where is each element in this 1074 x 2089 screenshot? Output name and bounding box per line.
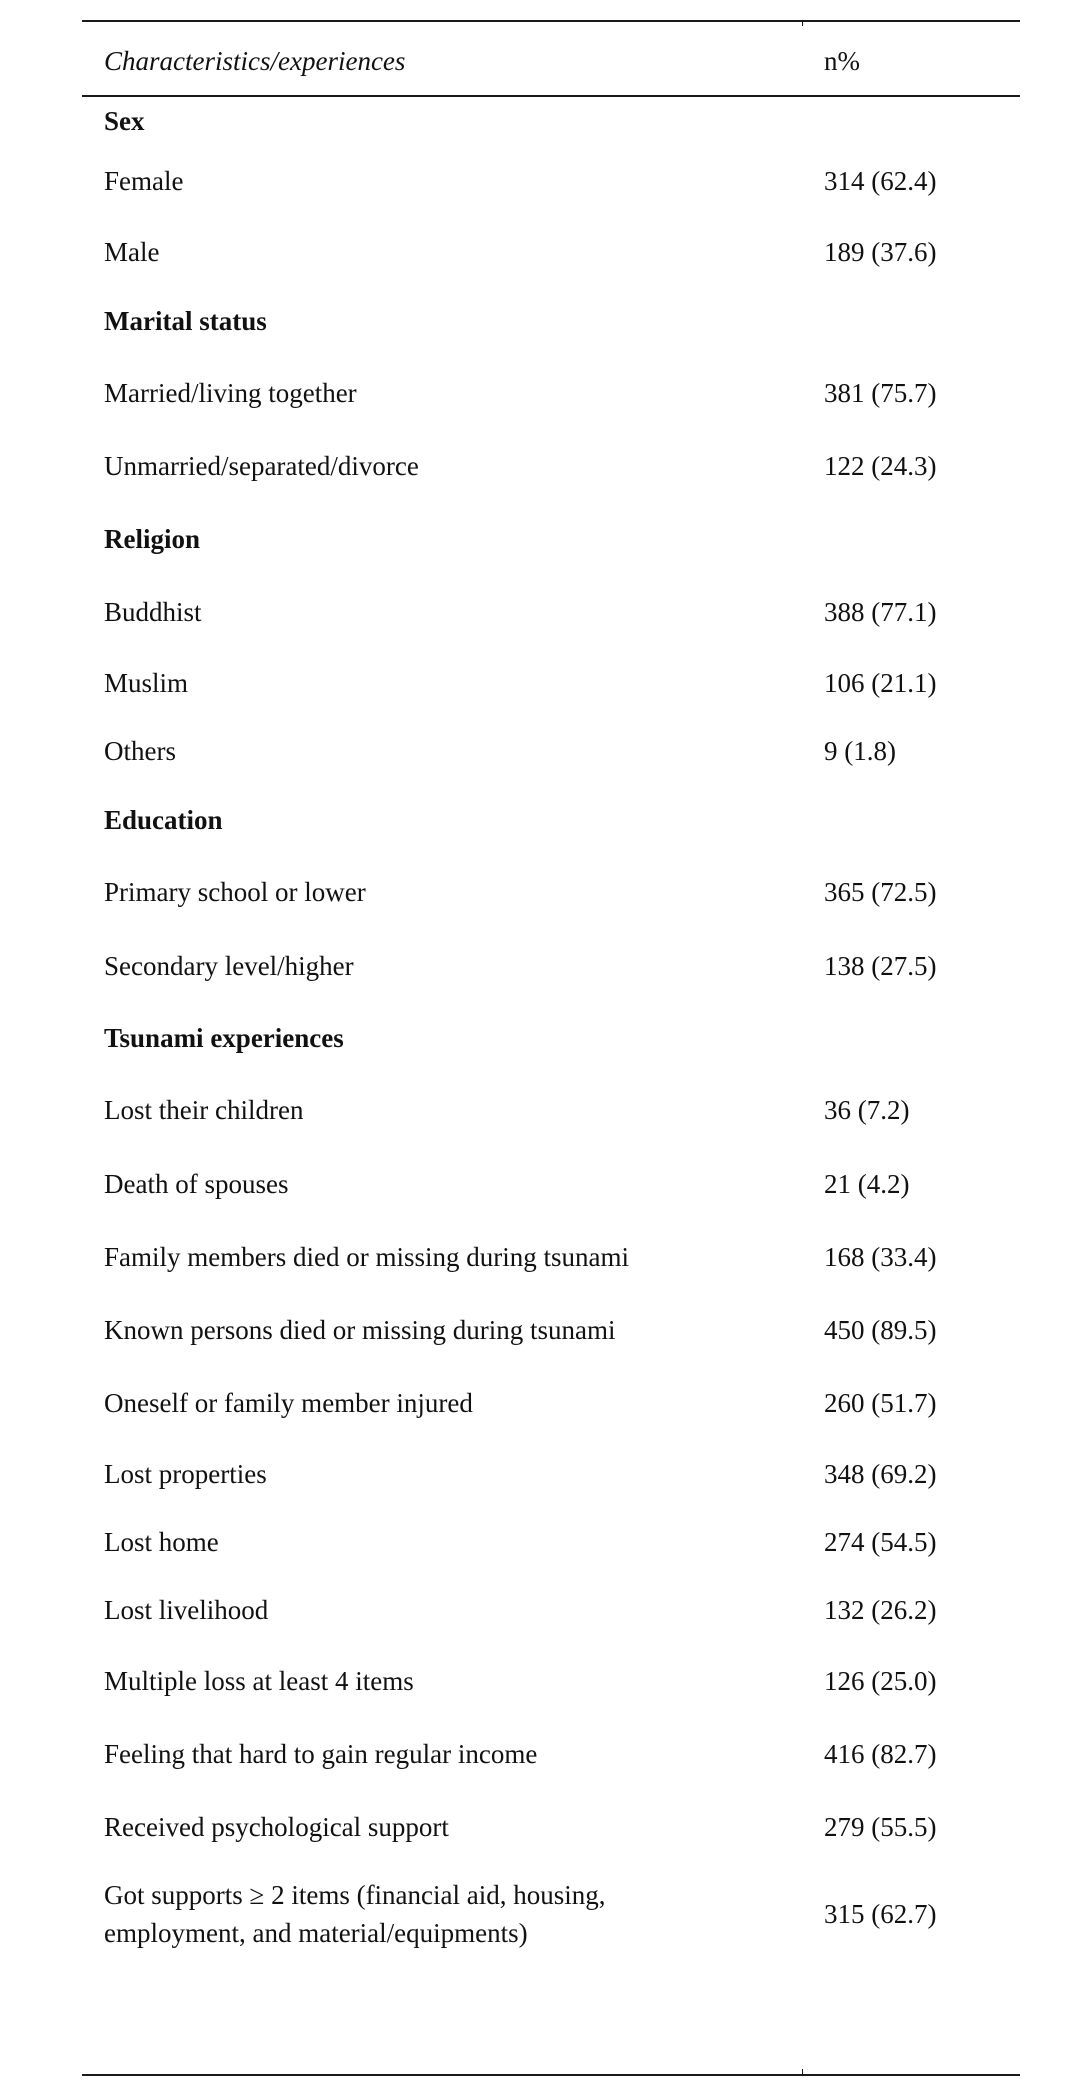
row-value: 132 (26.2) — [824, 1594, 937, 1625]
row-label: Others — [104, 735, 176, 766]
row-value: 138 (27.5) — [824, 950, 937, 981]
table-row — [82, 357, 1020, 430]
row-label: Lost their children — [104, 1095, 304, 1125]
row-label: Muslim — [104, 667, 189, 698]
table-row — [82, 1718, 1020, 1791]
row-label: Lost livelihood — [104, 1594, 269, 1625]
header-n-percent: n% — [824, 46, 860, 76]
table-row — [82, 856, 1020, 929]
row-value: 168 (33.4) — [824, 1241, 937, 1272]
row-value: 450 (89.5) — [824, 1314, 937, 1345]
table-row — [82, 1221, 1020, 1293]
row-value: 9 (1.8) — [824, 735, 896, 766]
table-row — [82, 1440, 1020, 1508]
table-row — [82, 1074, 1020, 1147]
section-row — [82, 97, 1020, 145]
table-row — [82, 1864, 1020, 1964]
row-label: Female — [104, 166, 184, 196]
table-row — [82, 1791, 1020, 1864]
table-row — [82, 1508, 1020, 1576]
section-label: Marital status — [104, 306, 267, 336]
row-label: Multiple loss at least 4 items — [104, 1665, 414, 1696]
table-row — [82, 145, 1020, 218]
row-value: 365 (72.5) — [824, 877, 937, 907]
row-label: Lost properties — [104, 1458, 267, 1489]
table-row — [82, 218, 1020, 286]
row-label: Unmarried/separated/divorce — [104, 451, 419, 481]
section-row — [82, 1003, 1020, 1074]
section-row — [82, 286, 1020, 357]
row-value: 122 (24.3) — [824, 451, 937, 481]
row-label: Feeling that hard to gain regular income — [104, 1739, 538, 1769]
row-value: 36 (7.2) — [824, 1095, 910, 1125]
row-value: 274 (54.5) — [824, 1526, 937, 1557]
table-row — [82, 1367, 1020, 1440]
row-label: Received psychological support — [104, 1812, 449, 1842]
row-value: 315 (62.7) — [824, 1898, 937, 1929]
row-label: Secondary level/higher — [104, 950, 354, 981]
section-row — [82, 785, 1020, 856]
row-value: 388 (77.1) — [824, 597, 937, 627]
row-label: Male — [104, 236, 160, 267]
section-row — [82, 503, 1020, 576]
row-label: Family members died or missing during tsunami — [104, 1241, 629, 1272]
section-label: Religion — [104, 524, 201, 554]
row-value: 189 (37.6) — [824, 236, 937, 267]
table-row — [82, 1644, 1020, 1718]
row-value: 260 (51.7) — [824, 1388, 937, 1418]
row-label: Oneself or family member injured — [104, 1388, 473, 1418]
table-body — [82, 97, 1020, 1964]
table-row — [82, 649, 1020, 717]
row-value: 106 (21.1) — [824, 667, 937, 698]
row-label: Buddhist — [104, 597, 202, 627]
section-label: Education — [104, 805, 223, 835]
row-label: Got supports ≥ 2 items (financial aid, housing, employment, and material/equipments) — [104, 1880, 606, 1948]
row-label: Lost home — [104, 1526, 219, 1557]
section-label: Tsunami experiences — [104, 1023, 344, 1053]
row-value: 126 (25.0) — [824, 1665, 937, 1696]
row-label: Married/living together — [104, 378, 357, 408]
row-value: 21 (4.2) — [824, 1168, 910, 1199]
row-value: 348 (69.2) — [824, 1458, 937, 1489]
row-value: 314 (62.4) — [824, 166, 937, 196]
table-row — [82, 1293, 1020, 1367]
table-bottom-rule — [82, 2074, 1020, 2076]
table-header-row — [82, 22, 1020, 95]
row-value: 381 (75.7) — [824, 378, 937, 408]
row-value: 416 (82.7) — [824, 1739, 937, 1769]
section-label: Sex — [104, 105, 145, 136]
table-row — [82, 1576, 1020, 1644]
row-label: Death of spouses — [104, 1168, 289, 1199]
table-row — [82, 430, 1020, 503]
table-row — [82, 1147, 1020, 1221]
table-row — [82, 929, 1020, 1003]
row-label: Primary school or lower — [104, 877, 366, 907]
row-value: 279 (55.5) — [824, 1812, 937, 1842]
header-characteristics: Characteristics/experiences — [104, 46, 406, 76]
table-row — [82, 576, 1020, 649]
table-row — [82, 717, 1020, 785]
row-label: Known persons died or missing during tsunami — [104, 1314, 616, 1345]
